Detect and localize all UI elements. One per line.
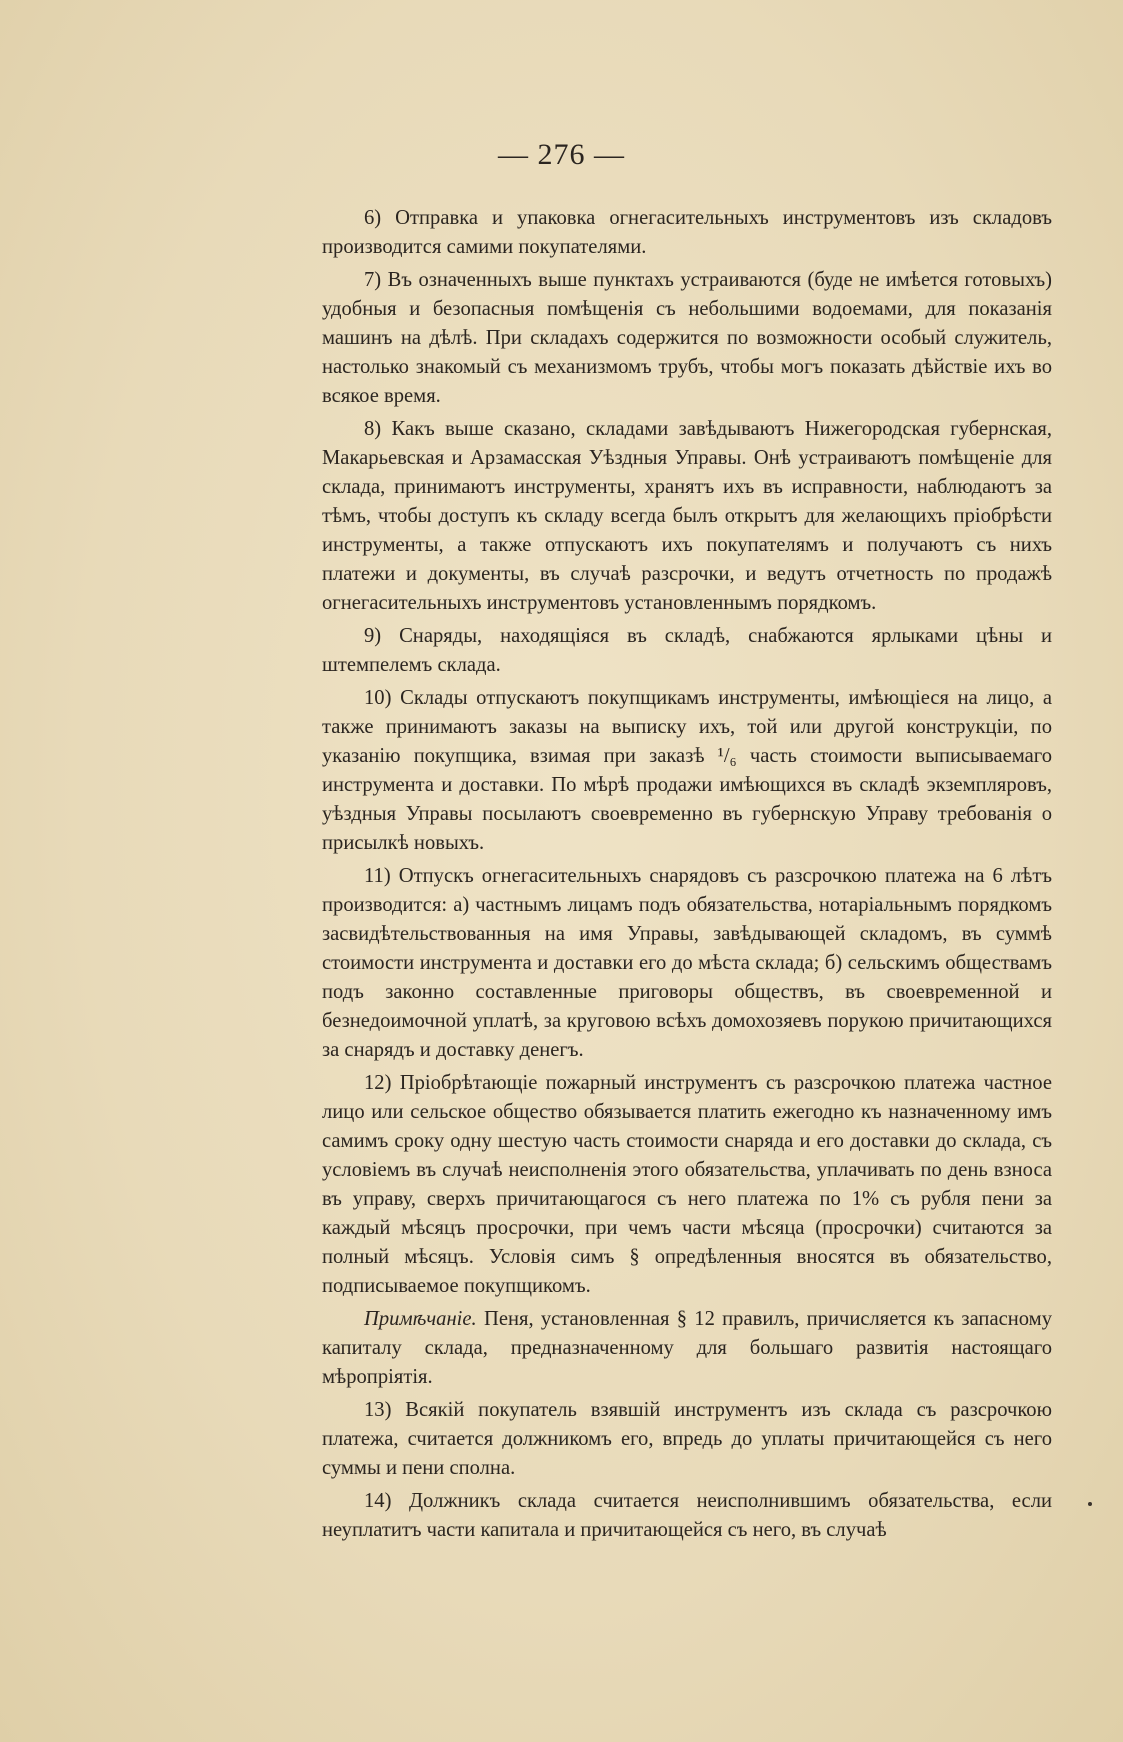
paragraph-13: 13) Всякій покупатель взявшій инструментъ изъ склада съ разсрочкою платежа, считается должникомъ его, впредь до уплаты причитающейся съ него суммы и пени сполна. [322, 1399, 1052, 1479]
paragraph-7: 7) Въ означенныхъ выше пунктахъ устраиваются (буде не имѣется готовыхъ) удобныя и безопасныя помѣщенія съ небольшими водоемами, для показанія машинъ на дѣлѣ. При складахъ содержится по возможности особый служитель, настолько знакомый съ механизмомъ трубъ, чтобы могъ показать дѣйствіе ихъ во всякое время. [322, 269, 1052, 407]
note-text: Пеня, установленная § 12 правилъ, причисляется къ запасному капиталу склада, предназначенному для большаго развитія настоящаго мѣропріятія. [322, 1308, 1052, 1388]
paragraph-6: 6) Отправка и упаковка огнегасительныхъ инструментовъ изъ складовъ производится самими покупателями. [322, 207, 1052, 258]
paragraph-11: 11) Отпускъ огнегасительныхъ снарядовъ съ разсрочкою платежа на 6 лѣтъ производится: а) частнымъ лицамъ подъ обязательства, нотаріальнымъ порядкомъ засвидѣтельствованныя на имя Управы, завѣдывающей складомъ, въ суммѣ стоимости инструмента и доставки его до мѣста склада; б) сельскимъ обществамъ подъ законно составленные приговоры обществъ, въ своевременной и безнедоимочной уплатѣ, за круговою всѣхъ домохозяевъ порукою причитающихся за снарядъ и доставку денегъ. [322, 865, 1052, 1061]
paragraph-14: 14) Должникъ склада считается неисполнившимъ обязательства, если неуплатитъ части капитала и причитающейся съ него, въ случаѣ [322, 1490, 1052, 1541]
note-label: Примѣчаніе. [364, 1308, 477, 1330]
paragraph-8: 8) Какъ выше сказано, складами завѣдываютъ Нижегородская губернская, Макарьевская и Арзамасская Уѣздныя Управы. Онѣ устраиваютъ помѣщеніе для склада, принимаютъ инструменты, хранятъ ихъ въ исправности, наблюдаютъ за тѣмъ, чтобы доступъ къ складу всегда былъ открытъ для желающихъ пріобрѣсти инструменты, а также отпускаютъ ихъ покупателямъ и получаютъ съ нихъ платежи и документы, въ случаѣ разсрочки, и ведутъ отчетность по продажѣ огнегасительныхъ инструментовъ установленнымъ порядкомъ. [322, 418, 1052, 614]
page-number: — 276 — [498, 138, 625, 171]
paragraph-9: 9) Снаряды, находящіяся въ складѣ, снабжаются ярлыками цѣны и штемпелемъ склада. [322, 625, 1052, 676]
body-text [322, 204, 1052, 1549]
note-paragraph [322, 1305, 1052, 1392]
paragraph-12: 12) Пріобрѣтающіе пожарный инструментъ съ разсрочкою платежа частное лицо или сельское общество обязывается платить ежегодно къ назначенному имъ самимъ сроку одну шестую часть стоимости снаряда и его доставки до склада, съ условіемъ въ случаѣ неисполненія этого обязательства, уплачивать по день взноса въ управу, сверхъ причитающагося съ него платежа по 1% съ рубля пени за каждый мѣсяцъ просрочки, при чемъ части мѣсяца (просрочки) считаются за полный мѣсяцъ. Условія симъ § опредѣленныя вносятся въ обязательство, подписываемое покупщикомъ. [322, 1072, 1052, 1297]
ink-dot [1088, 1502, 1092, 1506]
paragraph-10: 10) Склады отпускаютъ покупщикамъ инструменты, имѣющіеся на лицо, а также принимаютъ заказы на выписку ихъ, той или другой конструкціи, по указанію покупщика, взимая при заказѣ ¹/₆ часть стоимости выписываемаго инструмента и доставки. По мѣрѣ продажи имѣющихся въ складѣ экземпляровъ, уѣздныя Управы посылаютъ своевременно въ губернскую Управу требованія о присылкѣ новыхъ. [322, 687, 1052, 854]
